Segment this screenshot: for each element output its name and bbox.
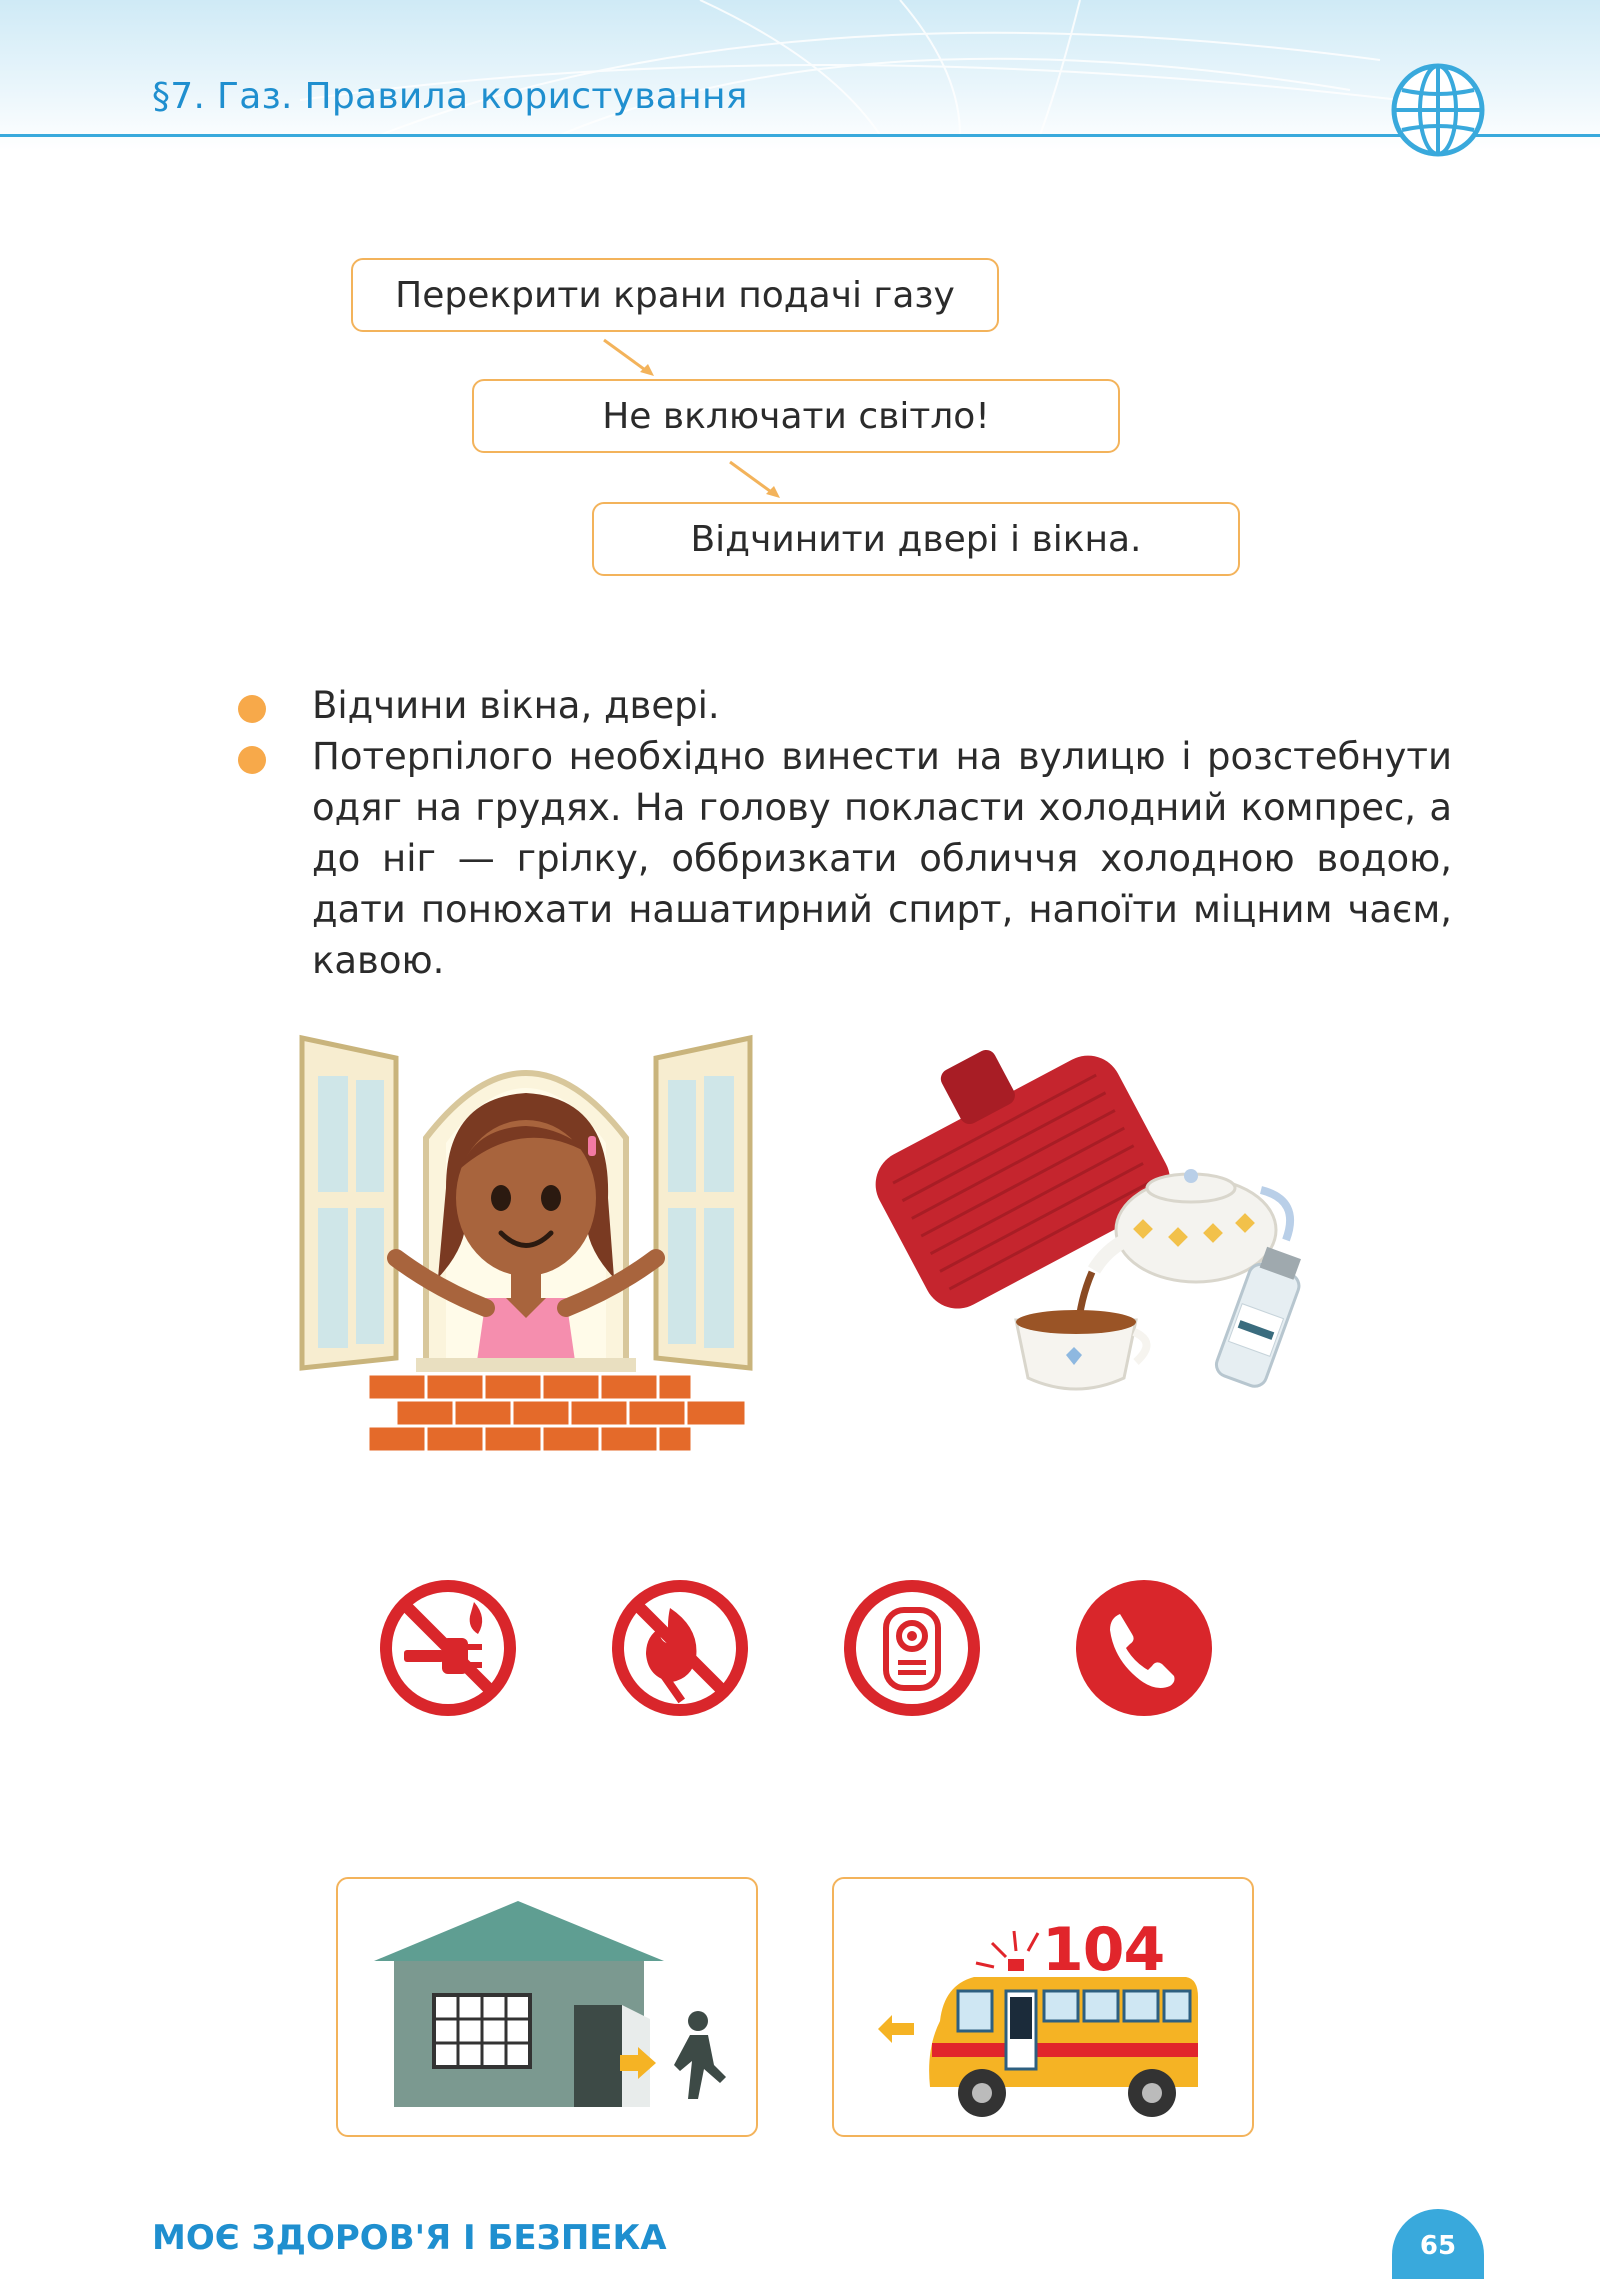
step-box-open-windows: Відчинити двері і вікна. xyxy=(592,502,1240,576)
phone-icon xyxy=(1074,1578,1214,1718)
arrow-icon xyxy=(600,336,660,380)
globe-icon xyxy=(1390,62,1486,158)
footer-section-title: МОЄ ЗДОРОВ'Я І БЕЗПЕКА xyxy=(152,2218,667,2258)
bullet-text: Відчини вікна, двері. xyxy=(312,684,720,727)
bullet-dot-icon xyxy=(238,746,266,774)
header-rule xyxy=(0,134,1600,137)
list-item xyxy=(232,680,1452,731)
gas-emergency-call-card xyxy=(832,1877,1254,2137)
page-title: §7. Газ. Правила користування xyxy=(152,76,748,117)
house-exit-illustration xyxy=(338,1879,758,2137)
girl-window-illustration xyxy=(296,1018,756,1458)
evacuate-building-card xyxy=(336,1877,758,2137)
emergency-number: 104 xyxy=(1042,1915,1165,1985)
list-item xyxy=(232,731,1452,986)
step-box-close-gas: Перекрити крани подачі газу xyxy=(351,258,999,332)
page-number-badge xyxy=(1392,2209,1484,2279)
bullet-dot-icon xyxy=(238,695,266,723)
bullet-list xyxy=(232,680,1452,986)
arrow-icon xyxy=(726,458,786,502)
step-box-no-light: Не включати світло! xyxy=(472,379,1120,453)
no-doorbell-icon xyxy=(842,1578,982,1718)
page-number: 65 xyxy=(1419,2231,1457,2261)
first-aid-items-illustration xyxy=(866,1030,1306,1410)
no-socket-icon xyxy=(378,1578,518,1718)
no-fire-icon xyxy=(610,1578,750,1718)
bullet-text: Потерпілого необхідно винести на вулицю і розстебнути одяг на грудях. На голову покласти холодний компрес, а до ніг — грілку, оббризкати обличчя холодною водою, дати понюхати нашатирний спирт, напоїти міцним чаєм, кавою. xyxy=(312,735,1452,982)
header-decoration xyxy=(0,0,1600,140)
